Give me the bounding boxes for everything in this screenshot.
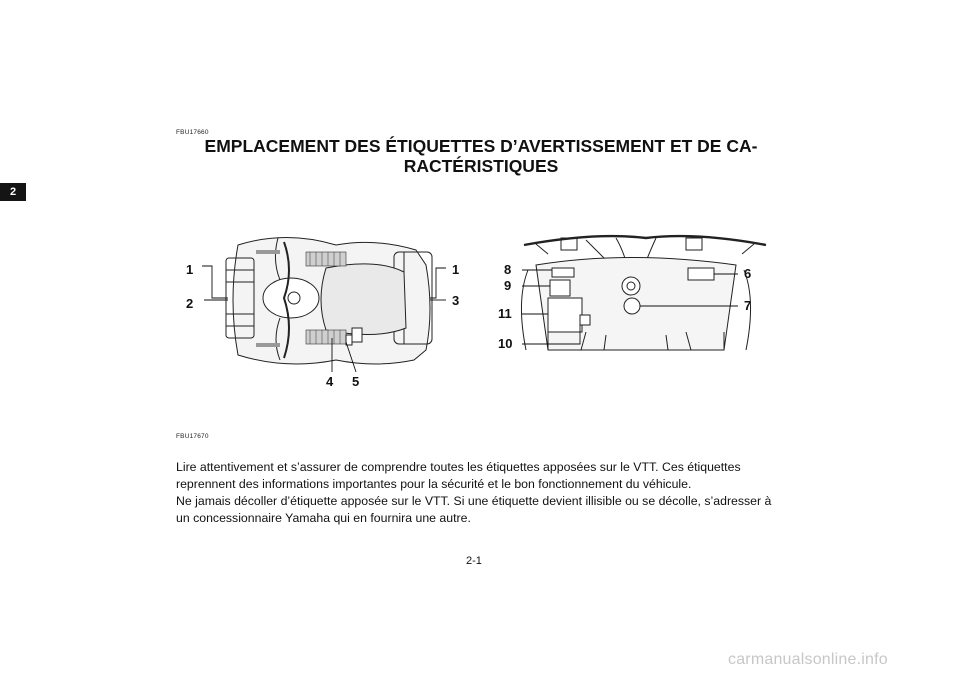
callout-10: 10 (498, 336, 513, 351)
page-title: EMPLACEMENT DES ÉTIQUETTES D’AVERTISSEMENT ET DE CA-RACTÉRISTIQUES (204, 136, 758, 176)
body-text (176, 459, 776, 527)
callout-2: 2 (186, 296, 194, 311)
callout-11: 11 (498, 306, 512, 321)
callout-9: 9 (504, 278, 512, 293)
section-code-body: FBU17670 (176, 433, 209, 440)
label-location-figure (176, 210, 786, 400)
callout-3: 3 (452, 293, 460, 308)
callout-1-right: 1 (452, 262, 460, 277)
callout-8: 8 (504, 262, 512, 277)
atv-top-view-illustration (226, 238, 432, 365)
section-code: FBU17660 (176, 129, 209, 136)
callout-7: 7 (744, 298, 752, 313)
chapter-tab: 2 (0, 183, 26, 201)
callout-4: 4 (326, 374, 334, 389)
paragraph-1: Lire attentivement et s’assurer de comprendre toutes les étiquettes apposées sur le VTT. Ces étiquettes reprennent des informations importantes pour la sécurité et le bon fonctionnement du véhicule. (176, 460, 741, 491)
callout-6: 6 (744, 266, 752, 281)
paragraph-2: Ne jamais décoller d’étiquette apposée sur le VTT. Si une étiquette devient illisible ou se décolle, s’adresser à un concessionnaire Yamaha qui en fournira une autre. (176, 494, 772, 525)
watermark-link[interactable]: carmanualsonline.info (728, 651, 888, 668)
callout-1-left: 1 (186, 262, 194, 277)
atv-front-view-illustration (521, 236, 766, 350)
page-number: 2-1 (466, 555, 482, 567)
callout-5: 5 (352, 374, 360, 389)
